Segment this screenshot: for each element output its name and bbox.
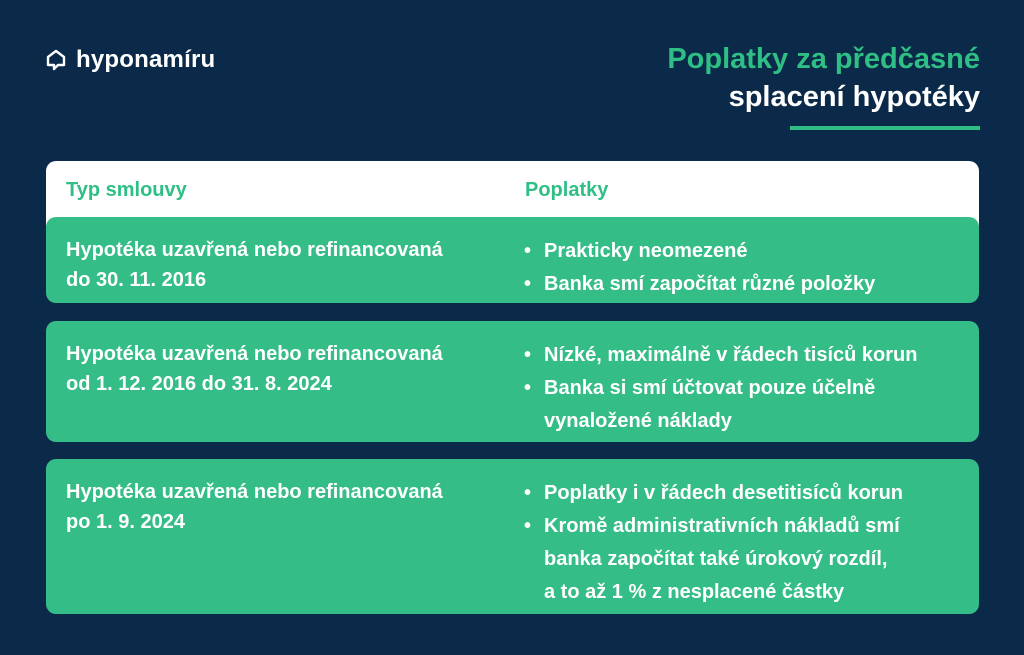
title-line-1: Poplatky za předčasné (667, 43, 980, 75)
row-label-line: Hypotéka uzavřená nebo refinancovaná (66, 343, 443, 365)
bullet-icon: • (524, 482, 532, 504)
row-label-line: Hypotéka uzavřená nebo refinancovaná (66, 481, 443, 503)
fee-item-line: vynaložené náklady (544, 410, 732, 432)
fee-item (522, 268, 972, 301)
logo[interactable] (46, 46, 215, 74)
fees-table (46, 161, 979, 603)
fee-item (522, 372, 972, 438)
fee-item-line: Kromě administrativních nákladů smí (544, 515, 900, 537)
fee-item-line: banka započítat také úrokový rozdíl, (544, 548, 888, 570)
header-fees: Poplatky (525, 179, 609, 201)
home-chat-icon (46, 49, 66, 71)
fee-item (522, 339, 972, 372)
fee-item-line: Banka si smí účtovat pouze účelně (544, 377, 876, 399)
logo-text: hyponamíru (76, 46, 216, 73)
header-contract-type: Typ smlouvy (66, 179, 187, 201)
bullet-icon: • (524, 240, 532, 262)
fee-item-line: Banka smí započítat různé položky (544, 273, 876, 295)
row-label (66, 339, 506, 399)
fee-item-line: a to až 1 % z nesplacené částky (544, 581, 845, 603)
row-label (66, 477, 506, 537)
page-title (667, 40, 980, 116)
row-label (66, 235, 506, 295)
fee-item (522, 510, 972, 609)
bullet-icon: • (524, 377, 532, 399)
bullet-icon: • (524, 344, 532, 366)
bullet-icon: • (524, 273, 532, 295)
row-label-line: do 30. 11. 2016 (66, 269, 207, 291)
row-label-line: po 1. 9. 2024 (66, 511, 185, 533)
bullet-icon: • (524, 515, 532, 537)
fee-item (522, 477, 972, 510)
fee-item-line: Nízké, maximálně v řádech tisíců korun (544, 344, 918, 366)
table-row-2 (46, 321, 979, 442)
fee-item-line: Poplatky i v řádech desetitisíců korun (544, 482, 904, 504)
fee-item-line: Prakticky neomezené (544, 240, 748, 262)
fee-list (522, 235, 972, 301)
table-row-1 (46, 217, 979, 303)
fee-list (522, 339, 972, 438)
table-row-3 (46, 459, 979, 614)
fee-item (522, 235, 972, 268)
title-underline (790, 126, 980, 130)
fee-list (522, 477, 972, 609)
row-label-line: od 1. 12. 2016 do 31. 8. 2024 (66, 373, 332, 395)
title-line-2: splacení hypotéky (728, 81, 980, 113)
row-label-line: Hypotéka uzavřená nebo refinancovaná (66, 239, 443, 261)
